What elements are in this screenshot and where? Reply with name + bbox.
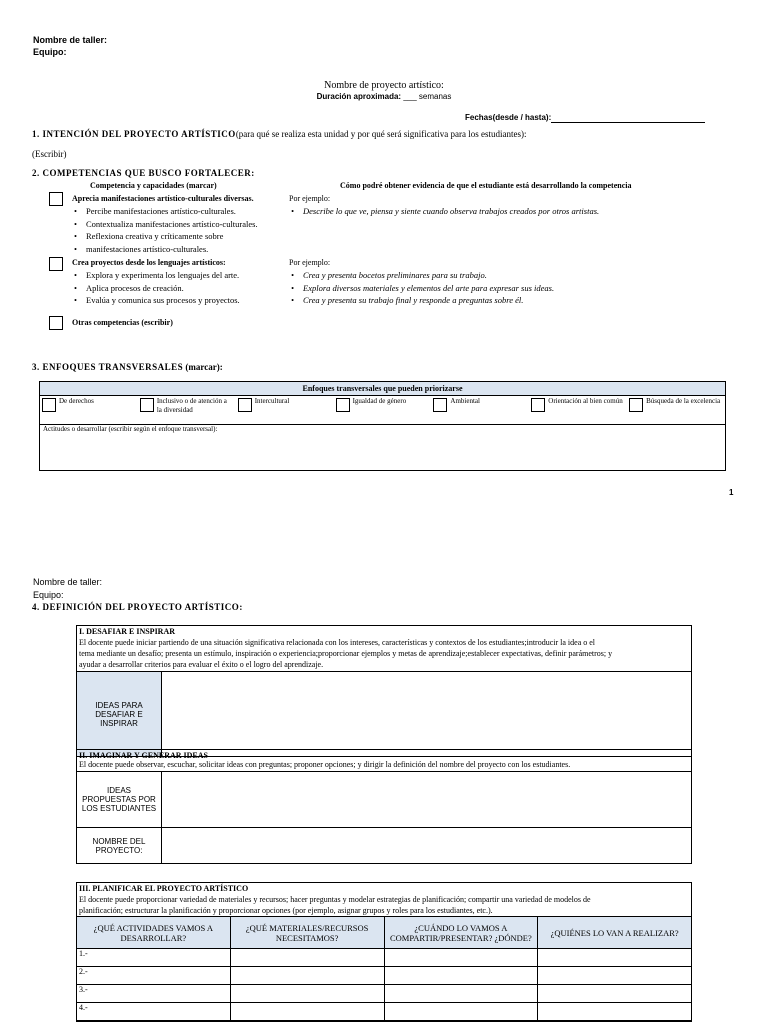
list-item: • manifestaciones artístico-culturales.	[72, 243, 282, 256]
table-cell[interactable]	[230, 967, 384, 985]
list-item: • Describe lo que ve, piensa y siente cuando observa trabajos creados por otros artistas.	[289, 205, 689, 218]
enfoque-label: Ambiental	[450, 397, 480, 405]
enfoque-label: Intercultural	[254, 397, 290, 405]
comp2-capacidades	[72, 269, 282, 307]
table-cell[interactable]	[384, 1003, 538, 1021]
desafiar-description: El docente puede iniciar partiendo de una situación significativa relacionada con los intereses, características y contextos de los estudiantes;introducir la idea o el tema mediante un desafío; presenta un estímulo, inspiración o experiencia;proporcionar ejemplos y metas de aprendizaje;establecer expectativas, definir parámetros; y ayudar a desarrollar criterios para evaluar el éxito o el logro del aprendizaje.	[79, 638, 613, 669]
table-cell[interactable]	[538, 949, 692, 967]
fechas-label: Fechas(desde / hasta):	[465, 113, 552, 122]
row-number[interactable]: 4.-	[77, 1003, 231, 1021]
duracion-label: Duración aproximada:	[316, 92, 402, 101]
ideas-estudiantes-field[interactable]	[162, 772, 690, 827]
header-cuando: ¿CUÁNDO LO VAMOS A COMPARTIR/PRESENTAR? ¿DÓNDE?	[384, 917, 538, 949]
enfoque-cell	[236, 396, 334, 424]
planificar-header-row	[77, 917, 692, 949]
taller-label: Nombre de taller:	[33, 35, 108, 45]
imaginar-description: El docente puede observar, escuchar, solicitar ideas con preguntas; proponer opciones; y dirigir la definición del nombre del proyecto con los estudiantes.	[79, 760, 571, 769]
list-item: • Aplica procesos de creación.	[72, 282, 282, 295]
table-cell[interactable]	[230, 949, 384, 967]
nombre-proyecto-label: NOMBRE DEL PROYECTO:	[77, 828, 162, 863]
enfoque-label: Igualdad de género	[352, 397, 407, 405]
section1-title: 1. INTENCIÓN DEL PROYECTO ARTÍSTICO	[32, 129, 236, 139]
enfoque-checkbox[interactable]	[238, 398, 252, 412]
imaginar-title: II. IMAGINAR Y GENERAR IDEAS	[79, 751, 208, 760]
planificar-block	[76, 882, 692, 1022]
row-number[interactable]: 1.-	[77, 949, 231, 967]
comp1-por-ejemplo: Por ejemplo:	[289, 194, 331, 203]
list-item: • Crea y presenta bocetos preliminares para su trabajo.	[289, 269, 689, 282]
row-number[interactable]: 2.-	[77, 967, 231, 985]
header-quienes: ¿QUIÉNES LO VAN A REALIZAR?	[538, 917, 692, 949]
section4-heading	[32, 602, 243, 612]
nombre-proyecto-field[interactable]	[162, 828, 690, 863]
list-item: • Reflexiona creativa y críticamente sobre	[72, 230, 282, 243]
enfoque-checkbox[interactable]	[140, 398, 154, 412]
table-cell[interactable]	[230, 985, 384, 1003]
enfoque-checkbox[interactable]	[531, 398, 545, 412]
section3-title: 3. ENFOQUES TRANSVERSALES	[32, 362, 184, 372]
comp3-checkbox[interactable]	[49, 316, 63, 330]
enfoque-checkbox[interactable]	[629, 398, 643, 412]
enfoque-checkbox[interactable]	[433, 398, 447, 412]
comp2-evidencias	[289, 269, 689, 307]
enfoque-cell	[627, 396, 725, 424]
comp2-checkbox[interactable]	[49, 257, 63, 271]
table-row	[77, 967, 692, 985]
list-item: • Crea y presenta su trabajo final y responde a preguntas sobre él.	[289, 294, 689, 307]
comp1-evidencias	[289, 205, 689, 218]
table-cell[interactable]	[230, 1003, 384, 1021]
section2-colon: :	[251, 168, 255, 178]
planificar-description: El docente puede proporcionar variedad de materiales y recursos; hacer preguntas y modelar estrategias de planificación; compartir una variedad de modelos de planificación; estructurar la planificación y proporcionar opciones (por ejemplo, asignar grupos y roles para los estudiantes, etc.).	[79, 895, 591, 915]
list-item: • Contextualiza manifestaciones artístico-culturales.	[72, 218, 282, 231]
ideas-desafiar-field[interactable]	[162, 672, 690, 756]
section1-heading	[32, 129, 526, 139]
table-row	[77, 949, 692, 967]
list-item: • Explora y experimenta los lenguajes del arte.	[72, 269, 282, 282]
table-cell[interactable]	[538, 985, 692, 1003]
escribir-placeholder[interactable]: (Escribir)	[32, 149, 67, 159]
ideas-desafiar-label: IDEAS PARA DESAFIAR E INSPIRAR	[77, 672, 162, 756]
table-row	[77, 1003, 692, 1021]
desafiar-block	[76, 625, 692, 757]
competencia-col-header: Competencia y capacidades (marcar)	[90, 181, 217, 190]
page-number: 1	[729, 488, 734, 497]
evidencia-col-header: Cómo podré obtener evidencia de que el estudiante está desarrollando la competencia	[340, 181, 632, 190]
comp1-checkbox[interactable]	[49, 192, 63, 206]
taller-label-2: Nombre de taller:	[33, 577, 103, 587]
table-row	[77, 985, 692, 1003]
equipo-label-2: Equipo:	[33, 590, 64, 600]
enfoque-cell	[529, 396, 627, 424]
enfoques-table	[39, 381, 726, 471]
enfoque-label: Orientación al bien común	[548, 397, 623, 405]
comp2-title: Crea proyectos desde los lenguajes artísticos:	[72, 258, 226, 267]
row-number[interactable]: 3.-	[77, 985, 231, 1003]
enfoque-cell	[431, 396, 529, 424]
enfoque-cell	[334, 396, 432, 424]
actitudes-label[interactable]: Actitudes o desarrollar (escribir según el enfoque transversal):	[43, 425, 218, 433]
header-materiales: ¿QUÉ MATERIALES/RECURSOS NECESITAMOS?	[230, 917, 384, 949]
header-actividades: ¿QUÉ ACTIVIDADES VAMOS A DESARROLLAR?	[77, 917, 231, 949]
duracion-blank[interactable]: ___	[403, 92, 417, 101]
list-item: • Evalúa y comunica sus procesos y proyectos.	[72, 294, 282, 307]
table-cell[interactable]	[538, 1003, 692, 1021]
section3-heading	[32, 362, 223, 372]
proyecto-label: Nombre de proyecto artístico:	[324, 80, 444, 91]
table-cell[interactable]	[384, 949, 538, 967]
section2-heading	[32, 168, 255, 178]
table-cell[interactable]	[384, 985, 538, 1003]
duracion-line	[0, 92, 768, 101]
enfoques-header: Enfoques transversales que pueden priorizarse	[40, 382, 725, 396]
section4-title: 4. DEFINICIÓN DEL PROYECTO ARTÍSTICO	[32, 602, 240, 612]
section1-note: (para qué se realiza esta unidad y por qué será significativa para los estudiantes):	[235, 129, 527, 139]
planificar-table	[76, 916, 692, 1021]
comp3-title: Otras competencias (escribir)	[72, 318, 173, 327]
enfoque-checkbox[interactable]	[336, 398, 350, 412]
comp1-capacidades	[72, 205, 282, 255]
fechas-blank-line[interactable]	[551, 122, 705, 123]
section4-colon: :	[239, 602, 243, 612]
section2-title: 2. COMPETENCIAS QUE BUSCO FORTALECER	[32, 168, 252, 178]
duracion-unit: semanas	[418, 92, 452, 101]
ideas-estudiantes-label: IDEAS PROPUESTAS POR LOS ESTUDIANTES	[77, 772, 162, 827]
enfoque-label: Búsqueda de la excelencia	[646, 397, 721, 405]
enfoque-cell	[40, 396, 138, 424]
section3-note: (marcar):	[185, 362, 223, 372]
equipo-label: Equipo:	[33, 47, 67, 57]
enfoque-cell	[138, 396, 236, 424]
enfoque-label: Inclusivo o de atención a la diversidad	[156, 397, 227, 414]
table-cell[interactable]	[538, 967, 692, 985]
comp1-title: Aprecia manifestaciones artístico-culturales diversas.	[72, 194, 254, 203]
enfoque-checkbox[interactable]	[42, 398, 56, 412]
imaginar-block	[76, 749, 692, 864]
enfoque-label: De derechos	[59, 397, 94, 405]
table-cell[interactable]	[384, 967, 538, 985]
list-item: • Percibe manifestaciones artístico-culturales.	[72, 205, 282, 218]
list-item: • Explora diversos materiales y elementos del arte para expresar sus ideas.	[289, 282, 689, 295]
planificar-title: III. PLANIFICAR EL PROYECTO ARTÍSTICO	[79, 884, 249, 893]
desafiar-title: I. DESAFIAR E INSPIRAR	[79, 627, 176, 636]
comp2-por-ejemplo: Por ejemplo:	[289, 258, 331, 267]
